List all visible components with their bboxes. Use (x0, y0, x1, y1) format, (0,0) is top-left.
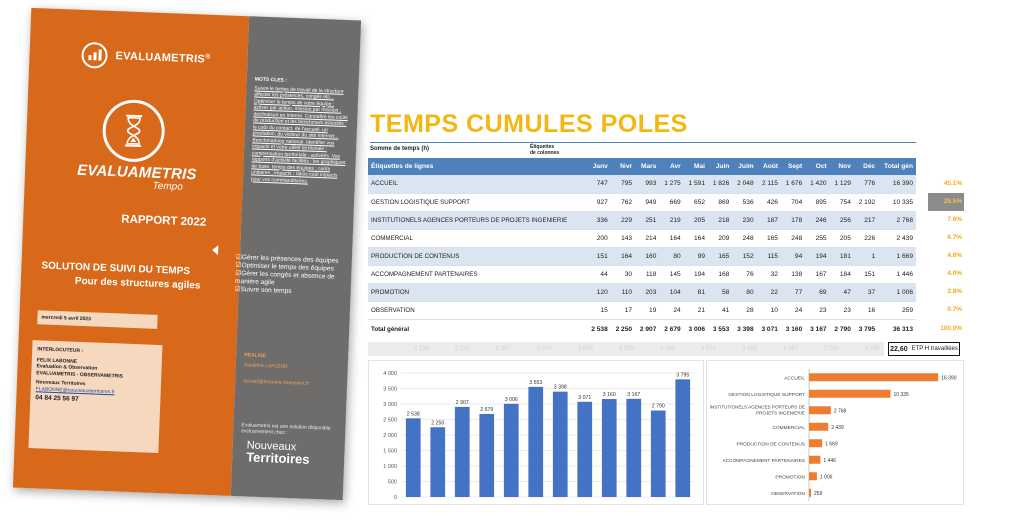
table-cell: 2 439 (878, 229, 916, 247)
table-cell: 164 (659, 229, 683, 247)
y-tick-label: 3 500 (383, 386, 397, 393)
pole-category-label: ACCOMPAGNEMENT PARTENAIRES (722, 458, 805, 464)
pole-bar (809, 373, 938, 381)
table-cell: 165 (708, 247, 732, 265)
y-tick-label: 3 000 (383, 402, 397, 408)
table-row (368, 229, 916, 247)
pole-data-label: 2 768 (833, 408, 847, 415)
table-header-row (368, 158, 916, 175)
table-cell: 3 398 (732, 319, 756, 339)
table-cell: 167 (805, 265, 829, 283)
column-data-label: 3 398 (553, 384, 567, 391)
row-percentage: 4.6% (947, 252, 962, 259)
etp-label: ETP H travaillées (911, 346, 958, 352)
table-cell: 151 (854, 265, 878, 283)
column-data-label: 3 167 (627, 391, 641, 398)
table-cell: 151 (586, 247, 610, 265)
table-cell: 256 (830, 211, 854, 229)
table-cell: 32 (757, 265, 781, 283)
contact-name: FELIX LABONNE (36, 356, 78, 365)
month-header: Déc (854, 158, 878, 175)
table-cell: 44 (586, 265, 610, 283)
monthly-column-chart (368, 360, 704, 505)
table-cell: 110 (611, 283, 635, 301)
table-cell: 255 (805, 229, 829, 247)
table-cell: 138 (781, 265, 805, 283)
y-tick-label: 1 500 (383, 448, 397, 455)
table-cell: 214 (635, 229, 659, 247)
table-cell: 2 115 (757, 175, 781, 193)
table-cell: 259 (878, 301, 916, 319)
table-cell: 164 (684, 229, 708, 247)
contact-org: EVALUAMETRIS - OBSERVAMETRIS (36, 370, 124, 380)
pole-category-label: OBSERVATION (771, 491, 805, 497)
table-cell: 203 (635, 283, 659, 301)
table-cell: 1 826 (708, 175, 732, 193)
row-percentage: 0.7% (947, 306, 962, 313)
column-data-label: 2 790 (651, 403, 665, 410)
table-cell: 145 (659, 265, 683, 283)
table-cell: 248 (781, 229, 805, 247)
faded-total-value: 3 795 (864, 346, 880, 352)
table-cell: 251 (635, 211, 659, 229)
table-cell: 178 (781, 211, 805, 229)
y-tick-label: 2 500 (383, 417, 397, 424)
table-cell: 754 (830, 193, 854, 211)
y-tick-label: 500 (387, 479, 397, 486)
table-cell: 80 (732, 283, 756, 301)
row-percentage: 2.8% (947, 288, 962, 295)
faded-total-value: 3 167 (782, 346, 798, 352)
table-cell: 115 (757, 247, 781, 265)
percentage-column (928, 175, 964, 338)
pole-data-label: 259 (814, 490, 823, 497)
report-cover-brochure (13, 8, 361, 500)
table-cell: 104 (659, 283, 683, 301)
table-cell: 41 (708, 301, 732, 319)
table-cell: 205 (684, 211, 708, 229)
table-cell: 2 048 (732, 175, 756, 193)
row-label: ACCUEIL (368, 175, 586, 193)
pole-bar (809, 439, 822, 447)
table-cell: 949 (635, 193, 659, 211)
row-percentage: 28.5% (928, 193, 964, 211)
y-tick-label: 1 000 (383, 464, 397, 470)
table-cell: 205 (830, 229, 854, 247)
pole-data-label: 16 390 (941, 375, 957, 382)
y-tick-label: 0 (393, 495, 397, 501)
total-row (368, 319, 916, 339)
table-cell: 3 160 (781, 319, 805, 339)
pole-bar (809, 390, 890, 398)
table-cell: 200 (586, 229, 610, 247)
row-percentage: 45.1% (943, 180, 962, 187)
row-percentage: 6.7% (947, 234, 962, 241)
pole-category-label: GESTION LOGISTIQUE SUPPORT (728, 392, 805, 398)
pole-category-label: PRODUCTION DE CONTENUS (736, 442, 805, 448)
faded-total-value: 2 790 (823, 346, 839, 352)
table-cell: 81 (684, 283, 708, 301)
row-percentage: 100.0% (940, 325, 962, 332)
table-cell: 99 (684, 247, 708, 265)
pole-bar (809, 456, 820, 464)
table-cell: 704 (781, 193, 805, 211)
month-header: Août (757, 158, 781, 175)
table-cell: 28 (732, 301, 756, 319)
table-cell: 219 (659, 211, 683, 229)
column-data-label: 3 795 (676, 372, 690, 379)
column-data-label: 2 679 (480, 406, 494, 413)
table-cell: 24 (659, 301, 683, 319)
table-cell: 1 275 (659, 175, 683, 193)
column-data-label: 3 160 (602, 392, 616, 399)
table-cell: 94 (781, 247, 805, 265)
faded-total-value: 3 071 (700, 346, 716, 352)
column-data-label: 2 538 (406, 411, 420, 418)
table-cell: 1 676 (781, 175, 805, 193)
column-data-label: 2 250 (431, 420, 445, 427)
brand-wordmark: EVALUAMETRIS (76, 161, 197, 184)
checklist-item: ☑Optimiser le temps des équipes (235, 261, 334, 273)
table-cell: 536 (732, 193, 756, 211)
table-cell: 3 071 (757, 319, 781, 339)
table-cell: 1 006 (878, 283, 916, 301)
keywords-title: MOTS CLES : (254, 76, 288, 84)
row-label: COMMERCIAL (368, 229, 586, 247)
row-label: GESTION LOGISTIQUE SUPPORT (368, 193, 586, 211)
pole-data-label: 10 335 (893, 391, 909, 398)
table-cell: 194 (805, 247, 829, 265)
month-header: Oct (805, 158, 829, 175)
table-cell: 2 538 (586, 319, 610, 339)
table-cell: 209 (708, 229, 732, 247)
month-header: Total gén (878, 158, 916, 175)
column-data-label: 3 553 (529, 379, 543, 386)
feature-checklist (235, 254, 352, 298)
table-row (368, 193, 916, 211)
table-cell: 747 (586, 175, 610, 193)
contact-label: INTERLOCUTEUR : (37, 346, 84, 355)
pole-data-label: 2 439 (831, 424, 844, 431)
etp-box (888, 342, 960, 356)
bar-chart-icon (81, 42, 108, 69)
table-cell: 248 (732, 229, 756, 247)
pivot-column-label: Étiquettes de colonnes (530, 144, 560, 156)
evaluametris-logo (81, 42, 211, 73)
table-cell: 120 (586, 283, 610, 301)
table-cell: 23 (805, 301, 829, 319)
table-cell: 69 (805, 283, 829, 301)
pole-data-label: 1 669 (825, 441, 838, 448)
table-cell: 762 (611, 193, 635, 211)
table-cell: 143 (611, 229, 635, 247)
table-cell: 165 (757, 229, 781, 247)
pole-category-label: PROMOTION (775, 475, 805, 481)
column-bar (675, 379, 690, 497)
table-cell: 10 335 (878, 193, 916, 211)
table-cell: 24 (781, 301, 805, 319)
table-cell: 23 (830, 301, 854, 319)
faded-total-value: 3 398 (659, 346, 675, 352)
realise-email-link[interactable]: accueil@lenuova-nouveaux.fr (243, 378, 310, 387)
column-bar (479, 414, 494, 497)
etp-value: 22,60 (890, 345, 908, 353)
table-cell: 230 (732, 211, 756, 229)
month-header: Janv (586, 158, 610, 175)
month-header: Juim (732, 158, 756, 175)
table-cell: 1 591 (684, 175, 708, 193)
table-cell: 76 (732, 265, 756, 283)
row-label: PROMOTION (368, 283, 586, 301)
table-cell: 2 192 (854, 193, 878, 211)
pole-category-label: COMMERCIAL (772, 425, 805, 431)
y-tick-label: 4 000 (383, 371, 397, 377)
checklist-item: ☑Gérer les présences des équipes (235, 253, 339, 265)
column-bar (430, 427, 445, 497)
table-row (368, 301, 916, 319)
pole-category-label: INSTITUTIONELS AGENCES PORTEURS DE PROJETS INGENIERIE (709, 404, 805, 416)
pivot-value-label: Somme de temps (h) (370, 146, 430, 152)
table-cell: 2 768 (878, 211, 916, 229)
faded-total-value: 2 679 (536, 346, 552, 352)
table-cell: 776 (854, 175, 878, 193)
pole-data-label: 1 446 (823, 457, 836, 464)
table-cell: 1 129 (830, 175, 854, 193)
report-panel (366, 110, 964, 508)
column-bar (553, 392, 568, 497)
arrow-left-icon (212, 245, 218, 255)
table-cell: 37 (854, 283, 878, 301)
table-cell: 16 (854, 301, 878, 319)
table-cell: 181 (830, 247, 854, 265)
checklist-item: ☑Gérer les congés et absence de manière agile (234, 269, 335, 287)
row-label: INSTITUTIONELS AGENCES PORTEURS DE PROJETS INGENIERIE (368, 211, 586, 229)
faded-total-value: 2 250 (454, 346, 470, 352)
row-label: Total général (368, 319, 586, 339)
table-cell: 194 (684, 265, 708, 283)
table-cell: 15 (586, 301, 610, 319)
table-cell: 2 790 (830, 319, 854, 339)
table-cell: 217 (854, 211, 878, 229)
column-bar (651, 411, 666, 497)
table-cell: 184 (830, 265, 854, 283)
table-cell: 229 (611, 211, 635, 229)
table-cell: 22 (757, 283, 781, 301)
contact-phone: 04 84 25 56 97 (35, 393, 79, 403)
table-cell: 669 (659, 193, 683, 211)
table-cell: 77 (781, 283, 805, 301)
table-cell: 3 795 (854, 319, 878, 339)
table-cell: 1 420 (805, 175, 829, 193)
table-cell: 3 553 (708, 319, 732, 339)
column-bar (504, 404, 519, 497)
table-cell: 927 (586, 193, 610, 211)
table-cell: 187 (757, 211, 781, 229)
checklist-item: ☑Suivre son temps (234, 285, 292, 296)
logo-text: EVALUAMETRIS® (115, 50, 211, 66)
table-row (368, 211, 916, 229)
table-cell: 168 (708, 265, 732, 283)
hourglass-icon (102, 99, 166, 163)
month-header: Nov (830, 158, 854, 175)
report-date: mercredi 5 avril 2023 (37, 310, 157, 329)
column-bar (406, 418, 421, 497)
table-cell: 160 (635, 247, 659, 265)
table-cell: 30 (611, 265, 635, 283)
column-bar (602, 399, 617, 497)
faded-total-value: 2 538 (413, 346, 429, 352)
faded-total-value: 3 160 (741, 346, 757, 352)
month-header: Mars (635, 158, 659, 175)
table-cell: 19 (635, 301, 659, 319)
poles-bar-chart (706, 360, 964, 505)
row-percentage: 4.0% (947, 270, 962, 277)
table-row (368, 283, 916, 301)
contact-box (28, 340, 162, 453)
table-cell: 1 446 (878, 265, 916, 283)
table-cell: 2 679 (659, 319, 683, 339)
row-label: OBSERVATION (368, 301, 586, 319)
table-cell: 895 (805, 193, 829, 211)
month-header: Juin (708, 158, 732, 175)
report-year-title: RAPPORT 2022 (121, 213, 207, 229)
row-percentage: 7.6% (947, 216, 962, 223)
table-cell: 993 (635, 175, 659, 193)
month-header: Avr (659, 158, 683, 175)
pole-category-label: ACCUEIL (784, 376, 805, 382)
month-header: févr (611, 158, 635, 175)
table-cell: 226 (854, 229, 878, 247)
table-cell: 164 (611, 247, 635, 265)
table-cell: 21 (684, 301, 708, 319)
pole-bar (809, 406, 831, 414)
table-cell: 1 (854, 247, 878, 265)
month-header: Mai (684, 158, 708, 175)
table-cell: 426 (757, 193, 781, 211)
y-tick-label: 2 000 (383, 433, 397, 439)
table-row (368, 175, 916, 193)
keywords-text: Suivre le temps de travail de la structure affecter les présences, congés etc... Optimiser le temps de votre équipe : activer par action, mission par mission ; déclinaison en interne. Connaître les coûts de production et les benchmark associés : le coût du contact, de l'accueil, un prestation, du visiteur du site internet... Benchmarking national. Identifier vos impacts et votre utilité territoriale : compensation territoriale ; activités. Vos rapports d'activité facilités : les graphiques de base, temps des équipes ; coûts unitaires ; impacts ; ratios coût impacts pour vos commanditaires. (250, 84, 348, 185)
table-cell: 47 (830, 283, 854, 301)
title-divider (370, 142, 916, 143)
contact-company: Nouveaux Territoires (35, 379, 86, 388)
table-cell: 3 006 (684, 319, 708, 339)
column-bar (528, 387, 543, 497)
table-row (368, 265, 916, 283)
realise-name: Sandrine LAFLEUR (243, 362, 288, 370)
pole-bar (809, 489, 811, 497)
column-bar (455, 407, 470, 497)
table-cell: 1 669 (878, 247, 916, 265)
availability-note: Evaluametris est une solution disponible exclusivement chez : (241, 422, 331, 436)
table-cell: 118 (635, 265, 659, 283)
table-cell: 152 (732, 247, 756, 265)
table-cell: 10 (757, 301, 781, 319)
pole-bar (809, 472, 817, 480)
table-cell: 16 390 (878, 175, 916, 193)
solution-subtitle: Pour des structures agiles (74, 275, 201, 292)
solution-title: SOLUTON DE SUIVI DU TEMPS (41, 260, 191, 278)
cover-grey-panel (231, 16, 361, 500)
report-title: TEMPS CUMULES POLES (370, 110, 688, 138)
table-row (368, 247, 916, 265)
nouveaux-territoires-logo-line1: Nouveaux (246, 439, 297, 454)
table-cell: 246 (805, 211, 829, 229)
faded-totals-row (368, 342, 884, 356)
row-label: ACCOMPAGNEMENT PARTENAIRES (368, 265, 586, 283)
pivot-table (368, 158, 916, 339)
column-bar (626, 399, 641, 497)
table-cell: 795 (611, 175, 635, 193)
table-cell: 336 (586, 211, 610, 229)
contact-email-link[interactable]: FLABONNE@nouveauxterritoires.fr (35, 386, 115, 396)
contact-role: Evaluation & Observation (36, 363, 98, 372)
column-data-label: 2 907 (455, 399, 469, 406)
pole-bar (809, 423, 828, 431)
column-bar (577, 402, 592, 497)
table-cell: 3 167 (805, 319, 829, 339)
table-cell: 2 250 (611, 319, 635, 339)
faded-total-value: 3 553 (618, 346, 634, 352)
row-label: PRODUCTION DE CONTENUS (368, 247, 586, 265)
table-cell: 36 313 (878, 319, 916, 339)
table-cell: 2 907 (635, 319, 659, 339)
month-header: Sept (781, 158, 805, 175)
faded-total-value: 2 907 (495, 346, 511, 352)
column-data-label: 3 006 (504, 396, 518, 403)
column-data-label: 3 071 (578, 394, 592, 401)
row-header: Étiquettes de lignes (368, 158, 586, 175)
table-cell: 869 (708, 193, 732, 211)
table-cell: 58 (708, 283, 732, 301)
pole-data-label: 1 006 (819, 474, 833, 481)
brand-tempo: Tempo (152, 180, 183, 193)
faded-total-value: 3 006 (577, 346, 593, 352)
table-cell: 80 (659, 247, 683, 265)
table-cell: 218 (708, 211, 732, 229)
table-cell: 17 (611, 301, 635, 319)
cover-orange-panel (13, 8, 249, 496)
nouveaux-territoires-logo-line2: Territoires (245, 449, 310, 467)
table-cell: 652 (684, 193, 708, 211)
realise-label: REALISE (244, 352, 266, 360)
